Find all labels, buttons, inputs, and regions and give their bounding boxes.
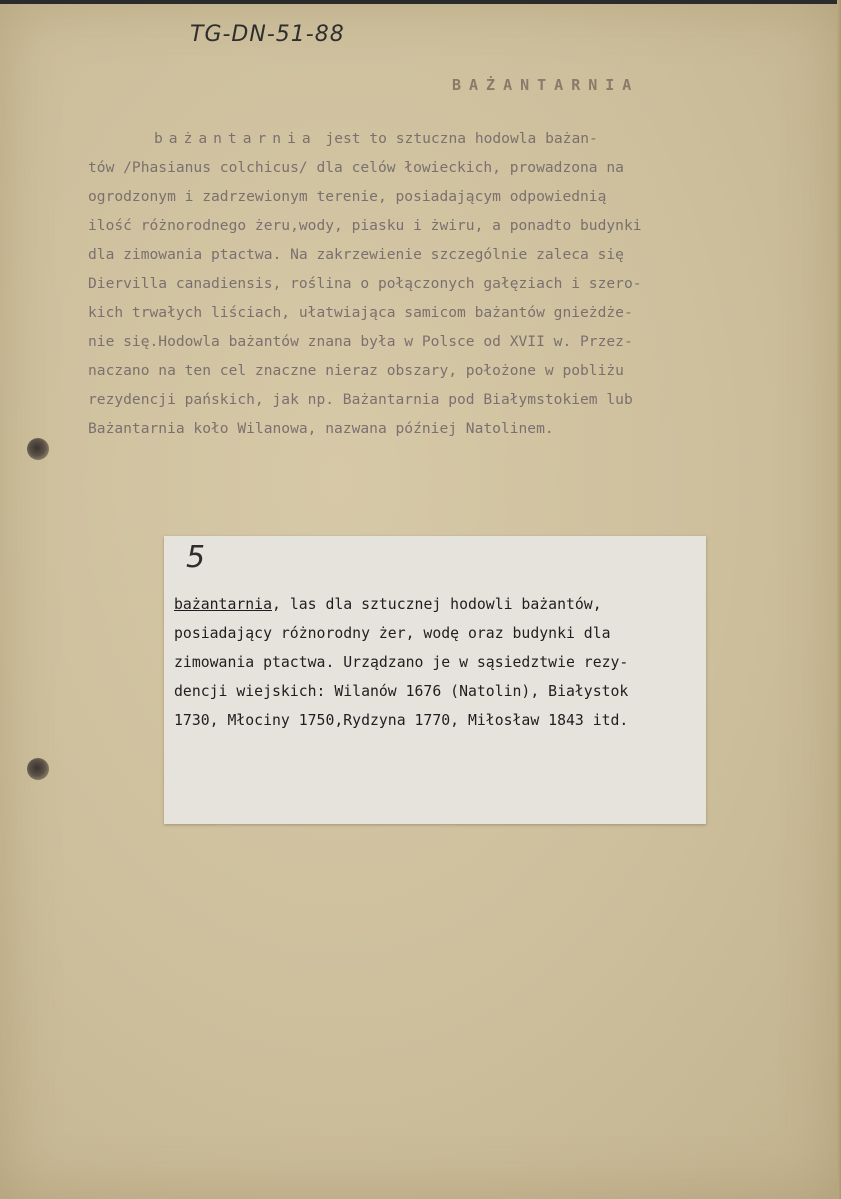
typed-line: dla zimowania ptactwa. Na zakrzewienie szczególnie zaleca się xyxy=(88,246,624,263)
typed-line: Diervilla canadiensis, roślina o połączonych gałęziach i szero- xyxy=(88,275,642,292)
typed-line: naczano na ten cel znaczne nieraz obszary, położone w pobliżu xyxy=(88,362,624,379)
card-line-1-text: , las dla sztucznej hodowli bażantów, xyxy=(272,596,602,613)
card-line: 1730, Młociny 1750,Rydzyna 1770, Miłosław 1843 itd. xyxy=(174,712,629,729)
typed-line: rezydencji pańskich, jak np. Bażantarnia pod Białymstokiem lub xyxy=(88,391,633,408)
card-text xyxy=(174,590,704,735)
card-number: 5 xyxy=(186,540,206,575)
punch-hole xyxy=(27,758,49,780)
typed-line: kich trwałych liściach, ułatwiająca samicom bażantów gnieżdże- xyxy=(88,304,633,321)
typed-line: Bażantarnia koło Wilanowa, nazwana później Natolinem. xyxy=(88,420,554,437)
typed-entry xyxy=(88,124,808,443)
typed-line: tów /Phasianus colchicus/ dla celów łowieckich, prowadzona na xyxy=(88,159,624,176)
card-line: posiadający różnorodny żer, wodę oraz budynki dla xyxy=(174,625,611,642)
card-line-1 xyxy=(174,590,704,619)
typed-line: nie się.Hodowla bażantów znana była w Polsce od XVII w. Przez- xyxy=(88,333,633,350)
page-right-edge xyxy=(837,0,841,1199)
punch-hole xyxy=(27,438,49,460)
typed-line: ogrodzonym i zadrzewionym terenie, posiadającym odpowiednią xyxy=(88,188,607,205)
typed-line-1-text: jest to sztuczna hodowla bażan- xyxy=(325,130,598,147)
card-line: dencji wiejskich: Wilanów 1676 (Natolin), Białystok xyxy=(174,683,629,700)
card-line: zimowania ptactwa. Urządzano je w sąsiedztwie rezy- xyxy=(174,654,629,671)
card-term: bażantarnia xyxy=(174,596,272,613)
typed-line-1 xyxy=(88,124,808,153)
document-title: BAŻANTARNIA xyxy=(452,76,640,94)
typed-line: ilość różnorodnego żeru,wody, piasku i żwiru, a ponadto budynki xyxy=(88,217,642,234)
typed-entry-term: bażantarnia xyxy=(154,130,317,147)
scan-top-edge xyxy=(0,0,841,4)
reference-code: TG-DN-51-88 xyxy=(190,22,345,47)
